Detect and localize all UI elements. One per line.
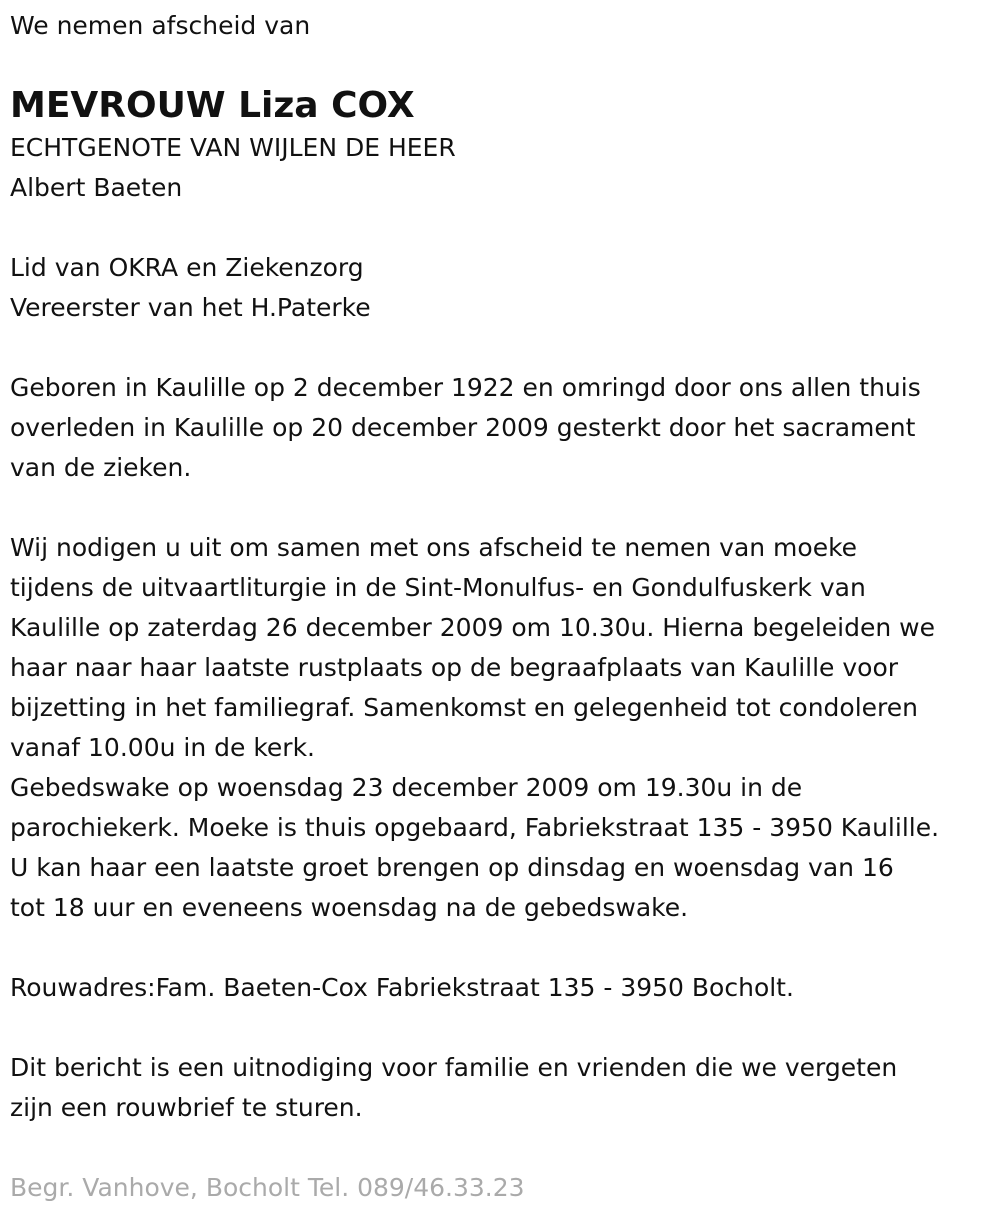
paragraph-line: overleden in Kaulille op 20 december 2009 gesterkt door het sacrament: [10, 413, 916, 442]
paragraph-line: van de zieken.: [10, 453, 192, 482]
funeral-home-footer: Begr. Vanhove, Bocholt Tel. 089/46.33.23: [10, 1173, 525, 1202]
paragraph-line: tot 18 uur en eveneens woensdag na de gebedswake.: [10, 893, 689, 922]
membership-line: Vereerster van het H.Paterke: [10, 293, 371, 322]
paragraph-line: vanaf 10.00u in de kerk.: [10, 733, 315, 762]
paragraph-line: Dit bericht is een uitnodiging voor familie en vrienden die we vergeten: [10, 1053, 898, 1082]
deceased-name: MEVROUW Liza COX: [10, 85, 415, 126]
closing-paragraph: [10, 1048, 990, 1128]
paragraph-line: haar naar haar laatste rustplaats op de begraafplaats van Kaulille voor: [10, 653, 899, 682]
paragraph-line: U kan haar een laatste groet brengen op dinsdag en woensdag van 16: [10, 853, 894, 882]
spacer: [10, 328, 990, 368]
paragraph-line: Geboren in Kaulille op 2 december 1922 en omringd door ons allen thuis: [10, 373, 921, 402]
paragraph-line: Wij nodigen u uit om samen met ons afscheid te nemen van moeke: [10, 533, 858, 562]
mourning-address: Rouwadres:Fam. Baeten-Cox Fabriekstraat 135 - 3950 Bocholt.: [10, 973, 794, 1002]
invitation-paragraph: [10, 528, 990, 928]
paragraph-line: Kaulille op zaterdag 26 december 2009 om 10.30u. Hierna begeleiden we: [10, 613, 935, 642]
spacer: [10, 488, 990, 528]
paragraph-line: parochiekerk. Moeke is thuis opgebaard, Fabriekstraat 135 - 3950 Kaulille.: [10, 813, 940, 842]
membership-block: [10, 248, 990, 328]
intro-text: We nemen afscheid van: [10, 11, 311, 40]
paragraph-line: Gebedswake op woensdag 23 december 2009 om 19.30u in de: [10, 773, 803, 802]
spacer: [10, 1008, 990, 1048]
spacer: [10, 208, 990, 248]
membership-line: Lid van OKRA en Ziekenzorg: [10, 253, 364, 282]
spouse-name: Albert Baeten: [10, 173, 183, 202]
paragraph-line: zijn een rouwbrief te sturen.: [10, 1093, 363, 1122]
paragraph-line: bijzetting in het familiegraf. Samenkomst en gelegenheid tot condoleren: [10, 693, 919, 722]
relation-line-1: ECHTGENOTE VAN WIJLEN DE HEER: [10, 133, 456, 162]
spacer: [10, 928, 990, 968]
birth-death-paragraph: [10, 368, 990, 488]
paragraph-line: tijdens de uitvaartliturgie in de Sint-Monulfus- en Gondulfuskerk van: [10, 573, 866, 602]
